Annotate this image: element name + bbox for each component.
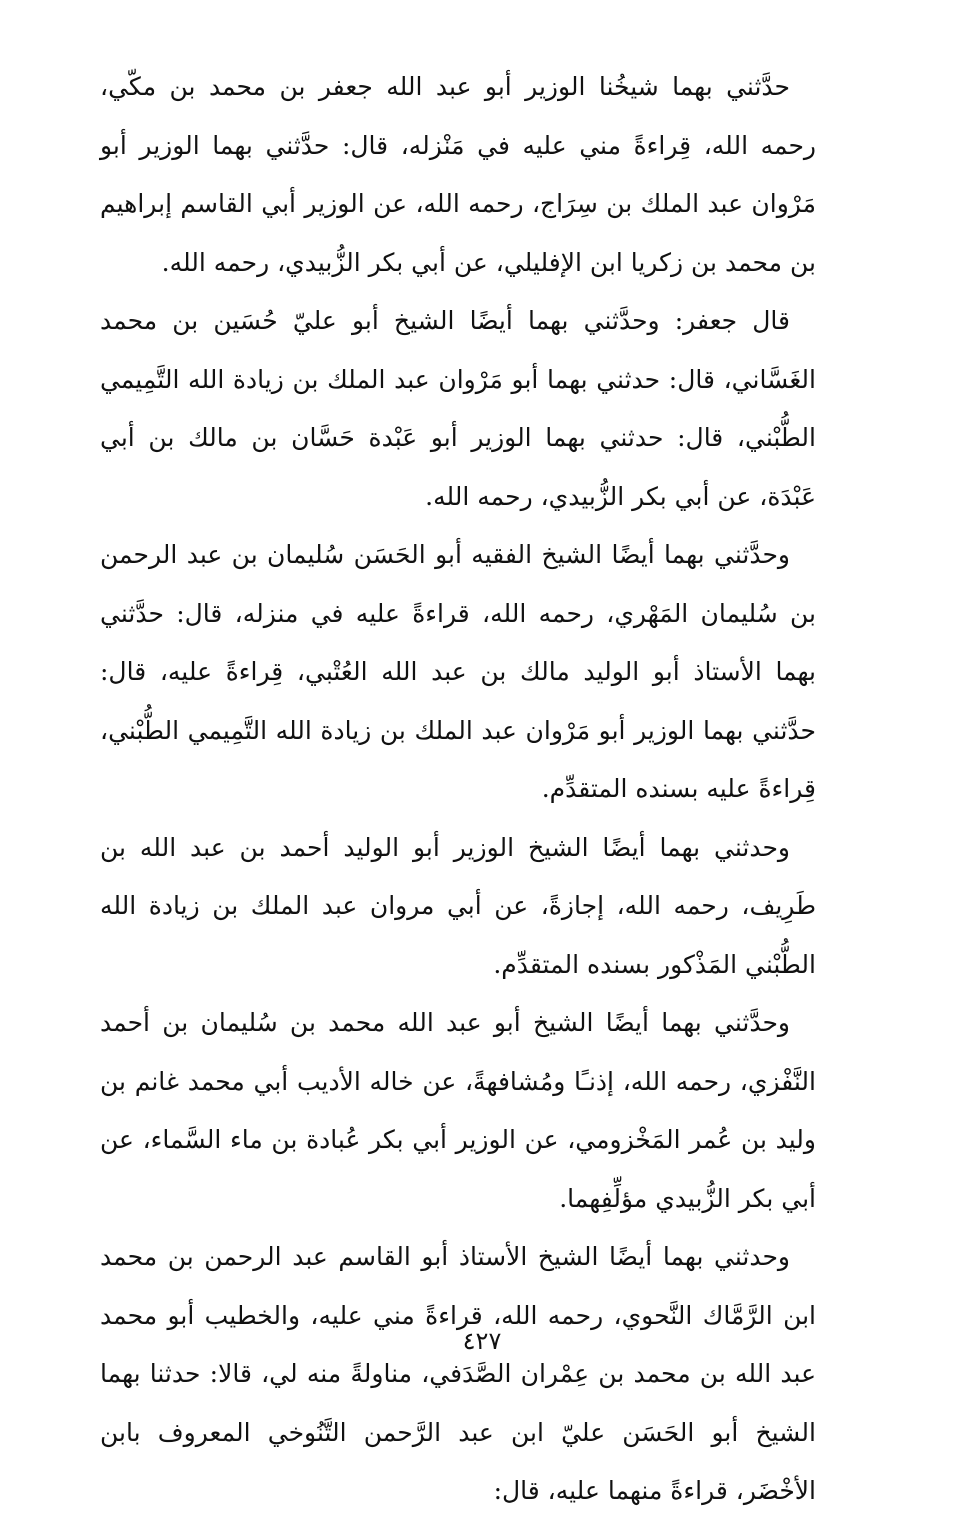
paragraph-5: وحدَّثني بهما أيضًا الشيخ أبو عبد الله محمد بن سُليمان بن أحمد النَّفْزي، رحمه الله، إذنـًا ومُشافهةً، عن خاله الأديب أبي محمد غانم بن وليد بن عُمر المَخْزومي، عن الوزير أبي بكر عُبادة بن ماء السَّماء، عن أبي بكر الزُّبيدي مؤلِّفِهما. bbox=[100, 1008, 816, 1213]
page-number: ٤٢٧ bbox=[462, 1327, 502, 1355]
paragraph-2: قال جعفر: وحدَّثني بهما أيضًا الشيخ أبو عليّ حُسَين بن محمد الغَسَّاني، قال: حدثني بهما أبو مَرْوان عبد الملك بن زيادة الله التَّمِيمي الطُّبْني، قال: حدثني بهما الوزير أبو عَبْدة حَسَّان بن مالك بن أبي عَبْدَة، عن أبي بكر الزُّبيدي، رحمه الله. bbox=[100, 306, 816, 511]
paragraph-1: حدَّثني بهما شيخُنا الوزير أبو عبد الله جعفر بن محمد بن مكّي، رحمه الله، قِراءةً مني عليه في مَنْزله، قال: حدَّثني بهما الوزير أبو مَرْوان عبد الملك بن سِرَاج، رحمه الله، عن الوزير أبي القاسم إبراهيم بن محمد بن زكريا ابن الإفليلي، عن أبي بكر الزُّبيدي، رحمه الله. bbox=[100, 72, 816, 277]
paragraph-3: وحدَّثني بهما أيضًا الشيخ الفقيه أبو الحَسَن سُليمان بن عبد الرحمن بن سُليمان المَهْري، رحمه الله، قراءةً عليه في منزله، قال: حدَّثني بهما الأستاذ أبو الوليد مالك بن عبد الله العُتْبي، قِراءةً عليه، قال: حدَّثني بهما الوزير أبو مَرْوان عبد الملك بن زيادة الله التَّمِيمي الطُّبْني، قِراءةً عليه بسنده المتقدِّم. bbox=[100, 540, 816, 803]
paragraph-4: وحدثني بهما أيضًا الشيخ الوزير أبو الوليد أحمد بن عبد الله بن طَرِيف، رحمه الله، إجازةً، عن أبي مروان عبد الملك بن زيادة الله الطُّبْني المَذْكور بسنده المتقدِّم. bbox=[100, 832, 816, 979]
paragraph-6: وحدثني بهما أيضًا الشيخ الأستاذ أبو القاسم عبد الرحمن بن محمد ابن الرَّمَّاك النَّحوي، رحمه الله، قراءةً مني عليه، والخطيب أبو محمد عبد الله بن محمد بن عِمْران الصَّدَفي، مناولةً منه لي، قالا: حدثنا بهما الشيخ أبو الحَسَن عليّ ابن عبد الرَّحمن التَّنُوخي المعروف بابن الأخْضَر، قراءةً منهما عليه، قال: bbox=[100, 1242, 816, 1505]
body-text bbox=[100, 58, 816, 1521]
